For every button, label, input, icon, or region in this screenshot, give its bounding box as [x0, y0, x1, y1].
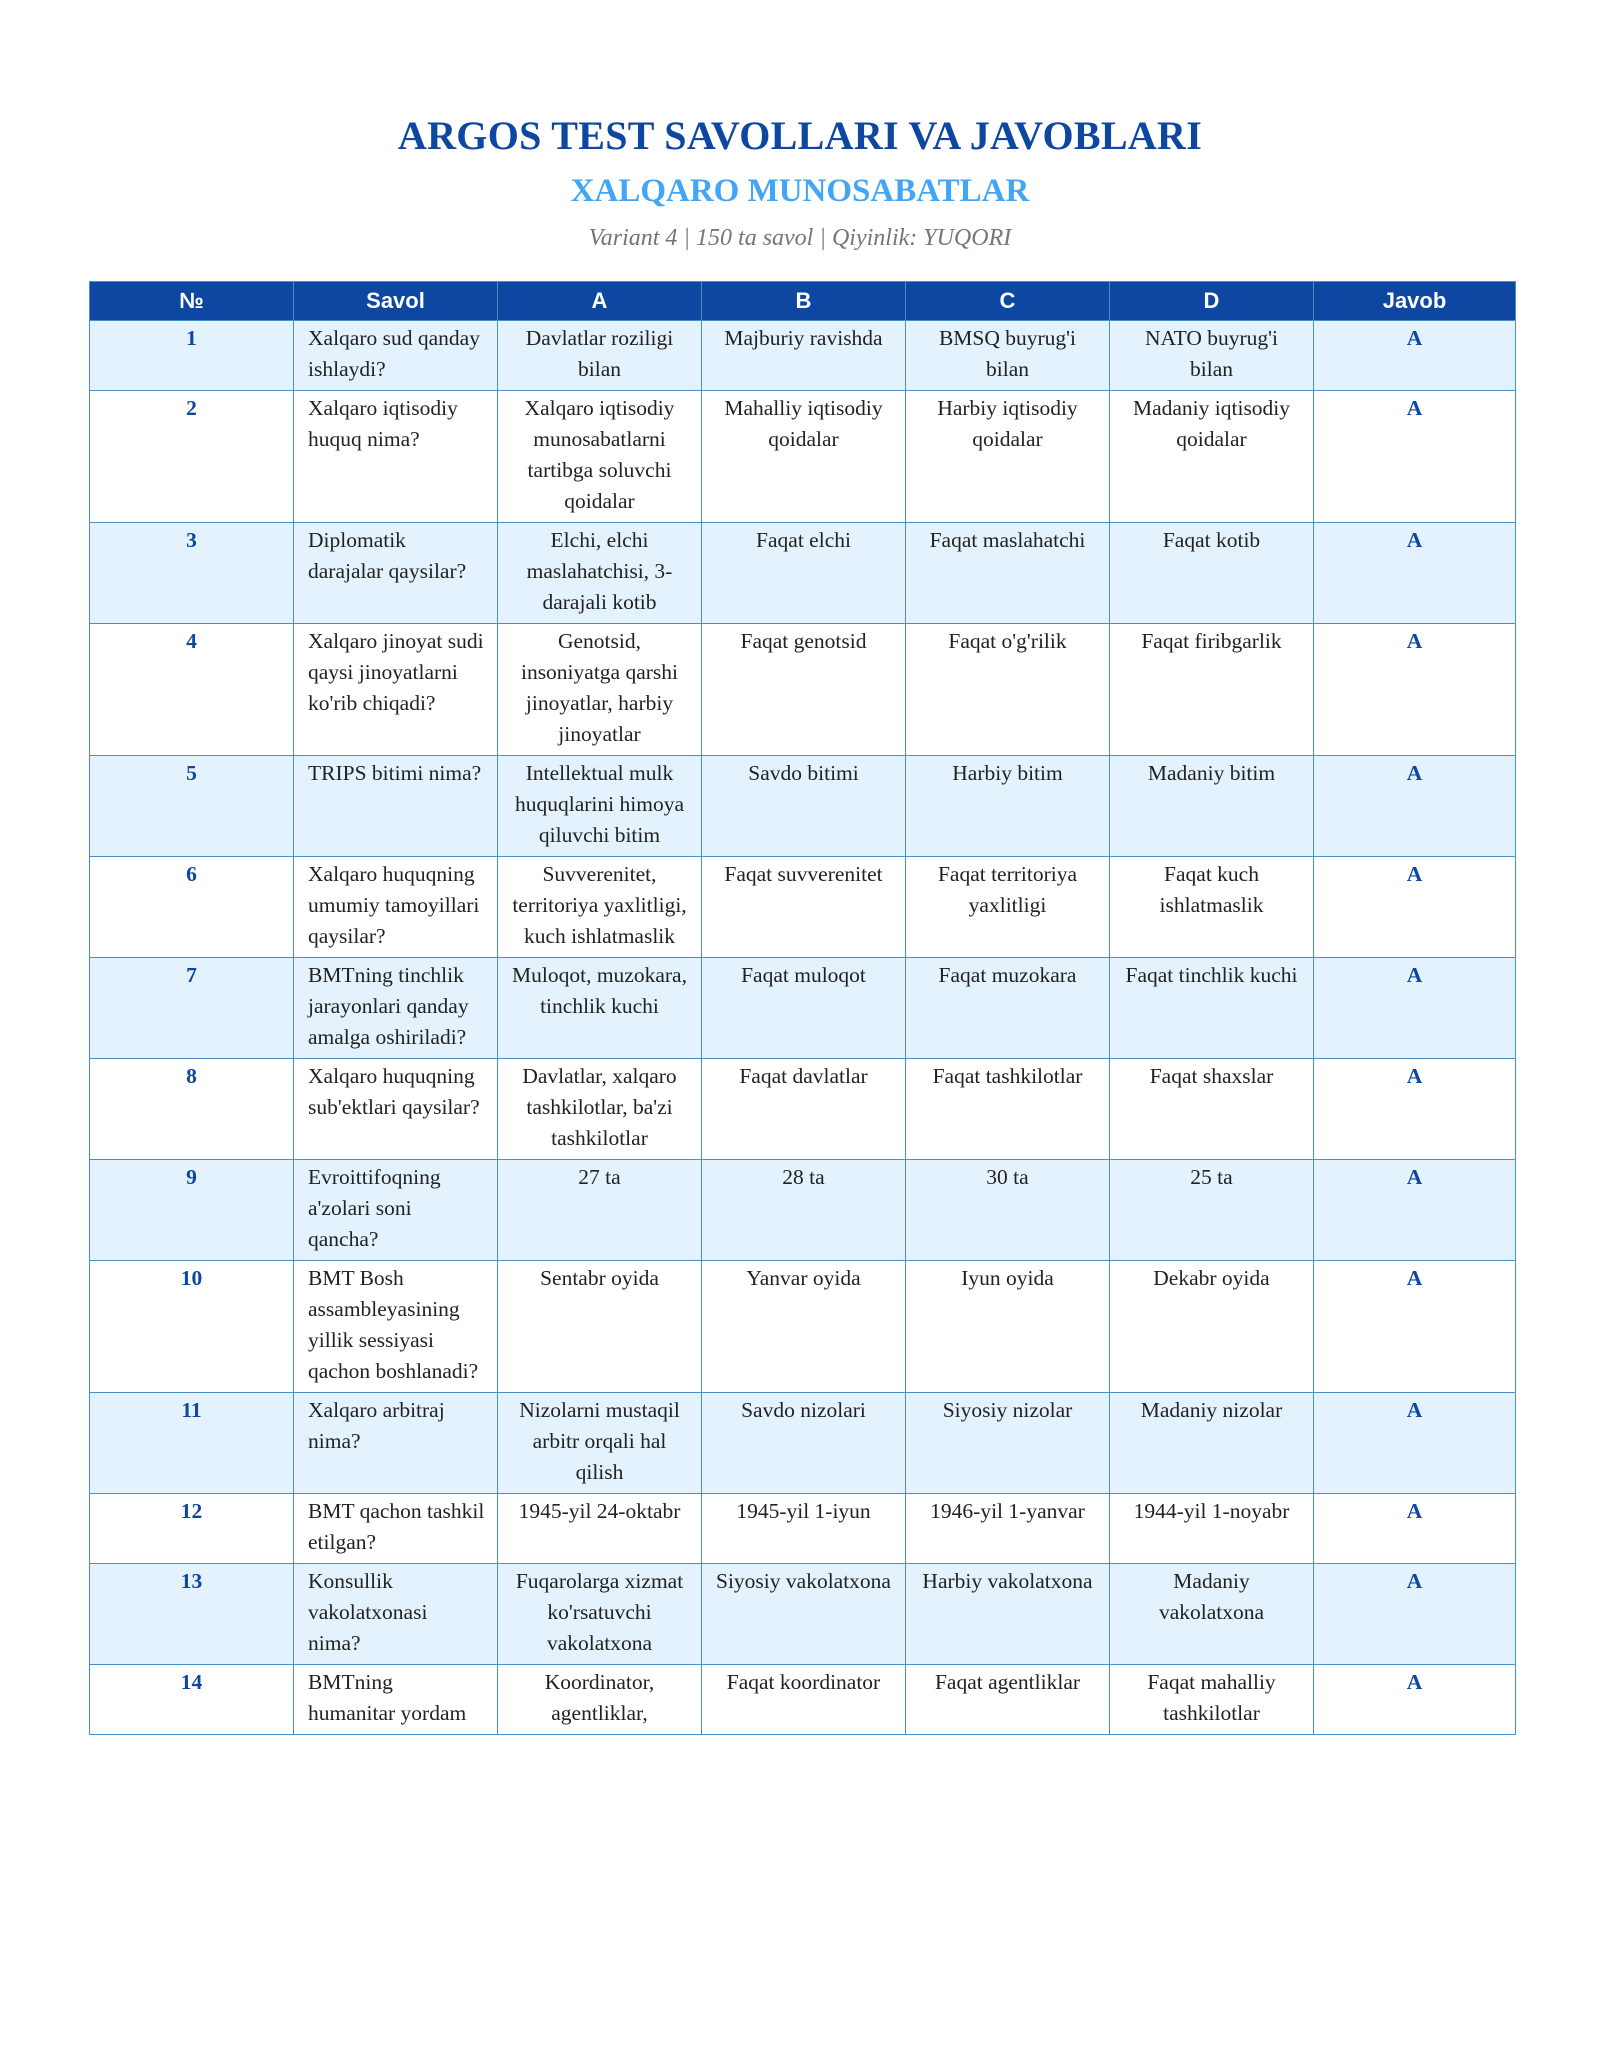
option-d: Madaniy bitim	[1110, 756, 1314, 857]
table-row	[90, 1494, 1516, 1564]
option-b: Savdo bitimi	[702, 756, 906, 857]
question-text: Xalqaro jinoyat sudi qaysi jinoyatlarni ko'rib chiqadi?	[294, 624, 498, 756]
answer-cell: A	[1314, 624, 1516, 756]
question-text: Evroittifoqning a'zolari soni qancha?	[294, 1160, 498, 1261]
table-row	[90, 1665, 1516, 1735]
option-c: BMSQ buyrug'i bilan	[906, 321, 1110, 391]
option-a: Intellektual mulk huquqlarini himoya qiluvchi bitim	[498, 756, 702, 857]
option-b: Yanvar oyida	[702, 1261, 906, 1393]
question-number: 3	[90, 523, 294, 624]
option-a: 1945-yil 24-oktabr	[498, 1494, 702, 1564]
option-b: Faqat davlatlar	[702, 1059, 906, 1160]
question-text: BMTning humanitar yordam	[294, 1665, 498, 1735]
option-d: Faqat mahalliy tashkilotlar	[1110, 1665, 1314, 1735]
question-text: Xalqaro huquqning umumiy tamoyillari qaysilar?	[294, 857, 498, 958]
option-c: Harbiy vakolatxona	[906, 1564, 1110, 1665]
question-text: Xalqaro arbitraj nima?	[294, 1393, 498, 1494]
table-row	[90, 857, 1516, 958]
column-header-option-c: C	[906, 282, 1110, 321]
document-title: ARGOS TEST SAVOLLARI VA JAVOBLARI	[397, 113, 1203, 158]
option-a: Fuqarolarga xizmat ko'rsatuvchi vakolatxona	[498, 1564, 702, 1665]
option-a: Nizolarni mustaqil arbitr orqali hal qilish	[498, 1393, 702, 1494]
question-number: 13	[90, 1564, 294, 1665]
question-text: Xalqaro huquqning sub'ektlari qaysilar?	[294, 1059, 498, 1160]
option-a: Koordinator, agentliklar,	[498, 1665, 702, 1735]
question-number: 5	[90, 756, 294, 857]
option-d: NATO buyrug'i bilan	[1110, 321, 1314, 391]
option-a: Genotsid, insoniyatga qarshi jinoyatlar, harbiy jinoyatlar	[498, 624, 702, 756]
answer-cell: A	[1314, 1494, 1516, 1564]
option-d: Faqat kotib	[1110, 523, 1314, 624]
answer-cell: A	[1314, 958, 1516, 1059]
option-c: Faqat o'g'rilik	[906, 624, 1110, 756]
option-c: 1946-yil 1-yanvar	[906, 1494, 1110, 1564]
option-d: Dekabr oyida	[1110, 1261, 1314, 1393]
question-text: BMT Bosh assambleyasining yillik sessiyasi qachon boshlanadi?	[294, 1261, 498, 1393]
option-b: Mahalliy iqtisodiy qoidalar	[702, 391, 906, 523]
option-d: Madaniy vakolatxona	[1110, 1564, 1314, 1665]
option-d: 1944-yil 1-noyabr	[1110, 1494, 1314, 1564]
question-number: 6	[90, 857, 294, 958]
option-a: Suvverenitet, territoriya yaxlitligi, kuch ishlatmaslik	[498, 857, 702, 958]
table-row	[90, 1160, 1516, 1261]
option-a: Xalqaro iqtisodiy munosabatlarni tartibga soluvchi qoidalar	[498, 391, 702, 523]
answer-cell: A	[1314, 523, 1516, 624]
document-meta: Variant 4 | 150 ta savol | Qiyinlik: YUQORI	[588, 225, 1012, 251]
option-b: Faqat muloqot	[702, 958, 906, 1059]
question-text: Diplomatik darajalar qaysilar?	[294, 523, 498, 624]
column-header-option-a: A	[498, 282, 702, 321]
answer-cell: A	[1314, 1665, 1516, 1735]
option-b: 1945-yil 1-iyun	[702, 1494, 906, 1564]
table-body	[90, 321, 1516, 1735]
table-row	[90, 624, 1516, 756]
question-number: 11	[90, 1393, 294, 1494]
table-row	[90, 958, 1516, 1059]
answer-cell: A	[1314, 391, 1516, 523]
answer-cell: A	[1314, 1564, 1516, 1665]
question-number: 1	[90, 321, 294, 391]
question-number: 9	[90, 1160, 294, 1261]
option-a: Elchi, elchi maslahatchisi, 3-darajali kotib	[498, 523, 702, 624]
table-row	[90, 523, 1516, 624]
option-c: Faqat territoriya yaxlitligi	[906, 857, 1110, 958]
column-header-option-b: B	[702, 282, 906, 321]
option-b: 28 ta	[702, 1160, 906, 1261]
question-number: 2	[90, 391, 294, 523]
column-header-answer: Javob	[1314, 282, 1516, 321]
option-b: Faqat suvverenitet	[702, 857, 906, 958]
option-c: Iyun oyida	[906, 1261, 1110, 1393]
table-row	[90, 1261, 1516, 1393]
option-b: Faqat genotsid	[702, 624, 906, 756]
table-row	[90, 391, 1516, 523]
question-text: Xalqaro iqtisodiy huquq nima?	[294, 391, 498, 523]
option-c: Harbiy iqtisodiy qoidalar	[906, 391, 1110, 523]
option-c: Faqat tashkilotlar	[906, 1059, 1110, 1160]
question-text: TRIPS bitimi nima?	[294, 756, 498, 857]
answer-cell: A	[1314, 1393, 1516, 1494]
option-b: Faqat elchi	[702, 523, 906, 624]
question-number: 7	[90, 958, 294, 1059]
answer-cell: A	[1314, 1160, 1516, 1261]
answer-cell: A	[1314, 857, 1516, 958]
option-b: Faqat koordinator	[702, 1665, 906, 1735]
option-b: Savdo nizolari	[702, 1393, 906, 1494]
question-number: 4	[90, 624, 294, 756]
option-d: Madaniy iqtisodiy qoidalar	[1110, 391, 1314, 523]
option-d: Faqat shaxslar	[1110, 1059, 1314, 1160]
option-d: Faqat tinchlik kuchi	[1110, 958, 1314, 1059]
column-header-question: Savol	[294, 282, 498, 321]
question-number: 8	[90, 1059, 294, 1160]
option-a: Sentabr oyida	[498, 1261, 702, 1393]
answer-cell: A	[1314, 1261, 1516, 1393]
document-header	[0, 108, 1600, 256]
option-d: Faqat kuch ishlatmaslik	[1110, 857, 1314, 958]
question-text: BMT qachon tashkil etilgan?	[294, 1494, 498, 1564]
question-text: Konsullik vakolatxonasi nima?	[294, 1564, 498, 1665]
option-c: 30 ta	[906, 1160, 1110, 1261]
option-c: Faqat agentliklar	[906, 1665, 1110, 1735]
option-a: Muloqot, muzokara, tinchlik kuchi	[498, 958, 702, 1059]
document-subtitle: XALQARO MUNOSABATLAR	[570, 173, 1030, 209]
table-row	[90, 756, 1516, 857]
question-text: Xalqaro sud qanday ishlaydi?	[294, 321, 498, 391]
table-row	[90, 1564, 1516, 1665]
answer-cell: A	[1314, 321, 1516, 391]
table-row	[90, 321, 1516, 391]
option-b: Majburiy ravishda	[702, 321, 906, 391]
answer-cell: A	[1314, 1059, 1516, 1160]
table-header-row	[90, 282, 1516, 321]
option-a: 27 ta	[498, 1160, 702, 1261]
option-b: Siyosiy vakolatxona	[702, 1564, 906, 1665]
answer-cell: A	[1314, 756, 1516, 857]
table-row	[90, 1393, 1516, 1494]
option-a: Davlatlar roziligi bilan	[498, 321, 702, 391]
option-a: Davlatlar, xalqaro tashkilotlar, ba'zi tashkilotlar	[498, 1059, 702, 1160]
option-d: Faqat firibgarlik	[1110, 624, 1314, 756]
option-c: Faqat muzokara	[906, 958, 1110, 1059]
column-header-number: №	[90, 282, 294, 321]
column-header-option-d: D	[1110, 282, 1314, 321]
option-c: Faqat maslahatchi	[906, 523, 1110, 624]
option-c: Siyosiy nizolar	[906, 1393, 1110, 1494]
question-number: 10	[90, 1261, 294, 1393]
option-d: Madaniy nizolar	[1110, 1393, 1314, 1494]
question-number: 14	[90, 1665, 294, 1735]
table-row	[90, 1059, 1516, 1160]
option-d: 25 ta	[1110, 1160, 1314, 1261]
option-c: Harbiy bitim	[906, 756, 1110, 857]
question-number: 12	[90, 1494, 294, 1564]
questions-table	[89, 281, 1516, 1735]
question-text: BMTning tinchlik jarayonlari qanday amalga oshiriladi?	[294, 958, 498, 1059]
